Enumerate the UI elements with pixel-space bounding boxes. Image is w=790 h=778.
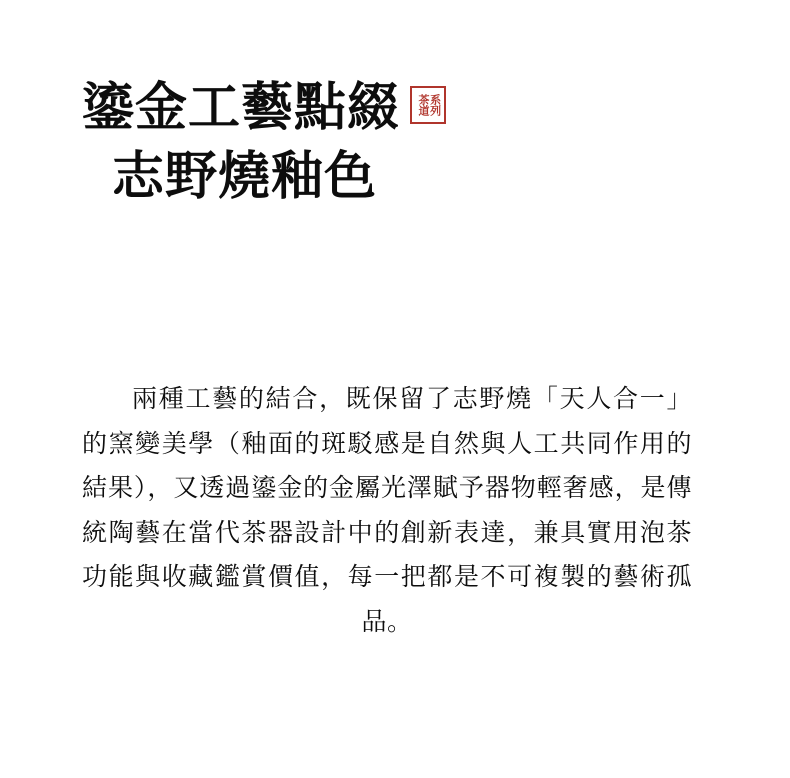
body-text-block (82, 352, 692, 669)
title-line-1-text: 鎏金工藝點綴 (82, 79, 401, 137)
seal-column-1: 茶道 (417, 94, 430, 116)
title-line-1 (0, 78, 790, 139)
seal-column-2: 系列 (428, 94, 441, 116)
body-paragraph: 兩種工藝的結合，既保留了志野燒「天人合一」的窯變美學（釉面的斑駁感是自然與人工共同作用的結果），又透過鎏金的金屬光澤賦予器物輕奢感，是傳統陶藝在當代茶器設計中的創新表達，兼具實用泡茶功能與收藏鑑賞價值，每一把都是不可複製的藝術孤品。 (82, 385, 692, 636)
seal-stamp-icon (410, 86, 446, 124)
title-line-2 (0, 147, 790, 208)
page-title (0, 78, 790, 209)
title-line-2-text: 志野燒釉色 (112, 148, 378, 207)
